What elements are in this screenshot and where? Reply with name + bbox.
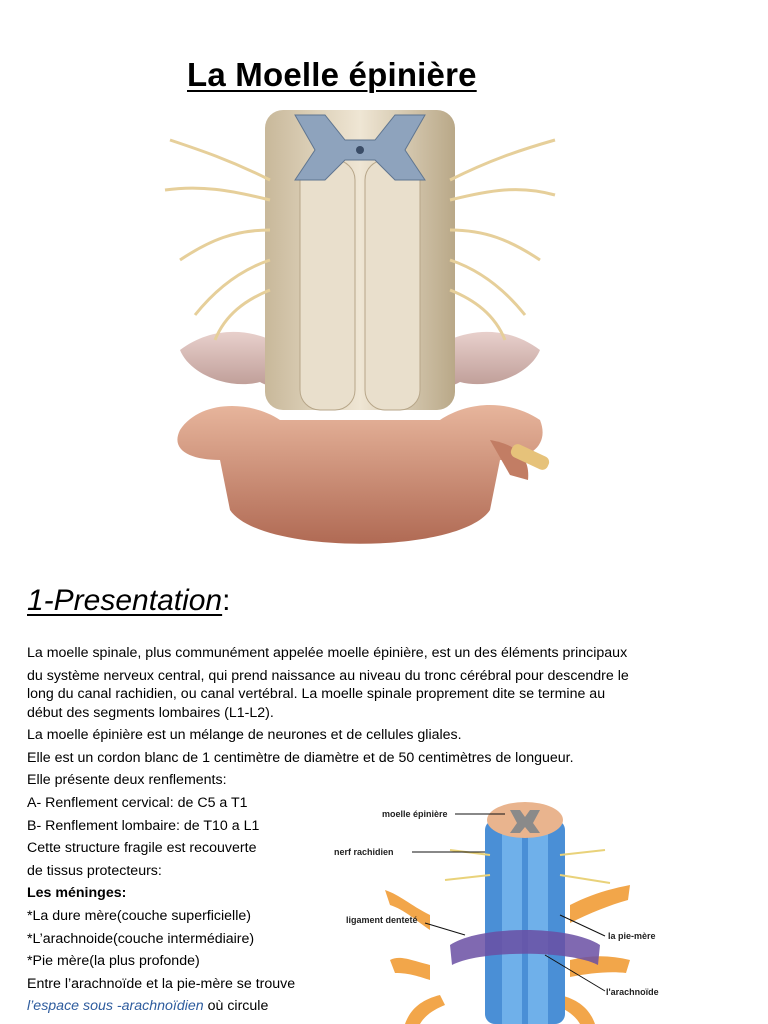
paragraph-line: La moelle épinière est un mélange de neurones et de cellules gliales. xyxy=(27,727,462,743)
paragraph-line: début des segments lombaires (L1-L2). xyxy=(27,705,274,721)
page-title: La Moelle épinière xyxy=(187,56,477,93)
label-moelle-epiniere: moelle épinière xyxy=(382,809,448,819)
label-pie-mere: la pie-mère xyxy=(608,931,656,941)
paragraph-line: Cette structure fragile est recouverte xyxy=(27,840,257,856)
paragraph-line-rest: où circule xyxy=(203,998,269,1014)
section-heading-text: 1-Presentation xyxy=(27,584,223,617)
label-ligament-dentele: ligament denteté xyxy=(346,915,418,925)
meninges-heading: Les méninges: xyxy=(27,885,127,901)
paragraph-line: *L’arachnoide(couche intermédiaire) xyxy=(27,931,255,947)
paragraph-line: de tissus protecteurs: xyxy=(27,863,162,879)
subarachnoid-space-term: l’espace sous -arachnoïdien xyxy=(27,998,204,1014)
section-heading-colon: : xyxy=(222,584,231,617)
section-heading xyxy=(27,584,230,618)
paragraph-line: *La dure mère(couche superficielle) xyxy=(27,908,251,924)
label-arachnoide: l'arachnoïde xyxy=(606,987,659,997)
spinal-cord-illustration xyxy=(160,100,560,565)
paragraph-line: *Pie mère(la plus profonde) xyxy=(27,953,200,969)
paragraph-line xyxy=(27,997,268,1016)
label-nerf-rachidien: nerf rachidien xyxy=(334,847,394,857)
paragraph-line: La moelle spinale, plus communément appelée moelle épinière, est un des éléments principaux xyxy=(27,645,628,661)
paragraph-line: Entre l’arachnoïde et la pie-mère se trouve xyxy=(27,976,296,992)
paragraph-line: Elle est un cordon blanc de 1 centimètre de diamètre et de 50 centimètres de longueur. xyxy=(27,750,574,766)
paragraph-line: Elle présente deux renflements: xyxy=(27,772,227,788)
meninges-diagram xyxy=(330,795,659,1024)
paragraph-line: A- Renflement cervical: de C5 a T1 xyxy=(27,795,248,811)
paragraph-line: long du canal rachidien, ou canal vertébral. La moelle spinale proprement dite se termine au xyxy=(27,686,606,702)
paragraph-line: B- Renflement lombaire: de T10 a L1 xyxy=(27,818,260,834)
paragraph-line: du système nerveux central, qui prend naissance au niveau du tronc cérébral pour descendre le xyxy=(27,668,629,684)
